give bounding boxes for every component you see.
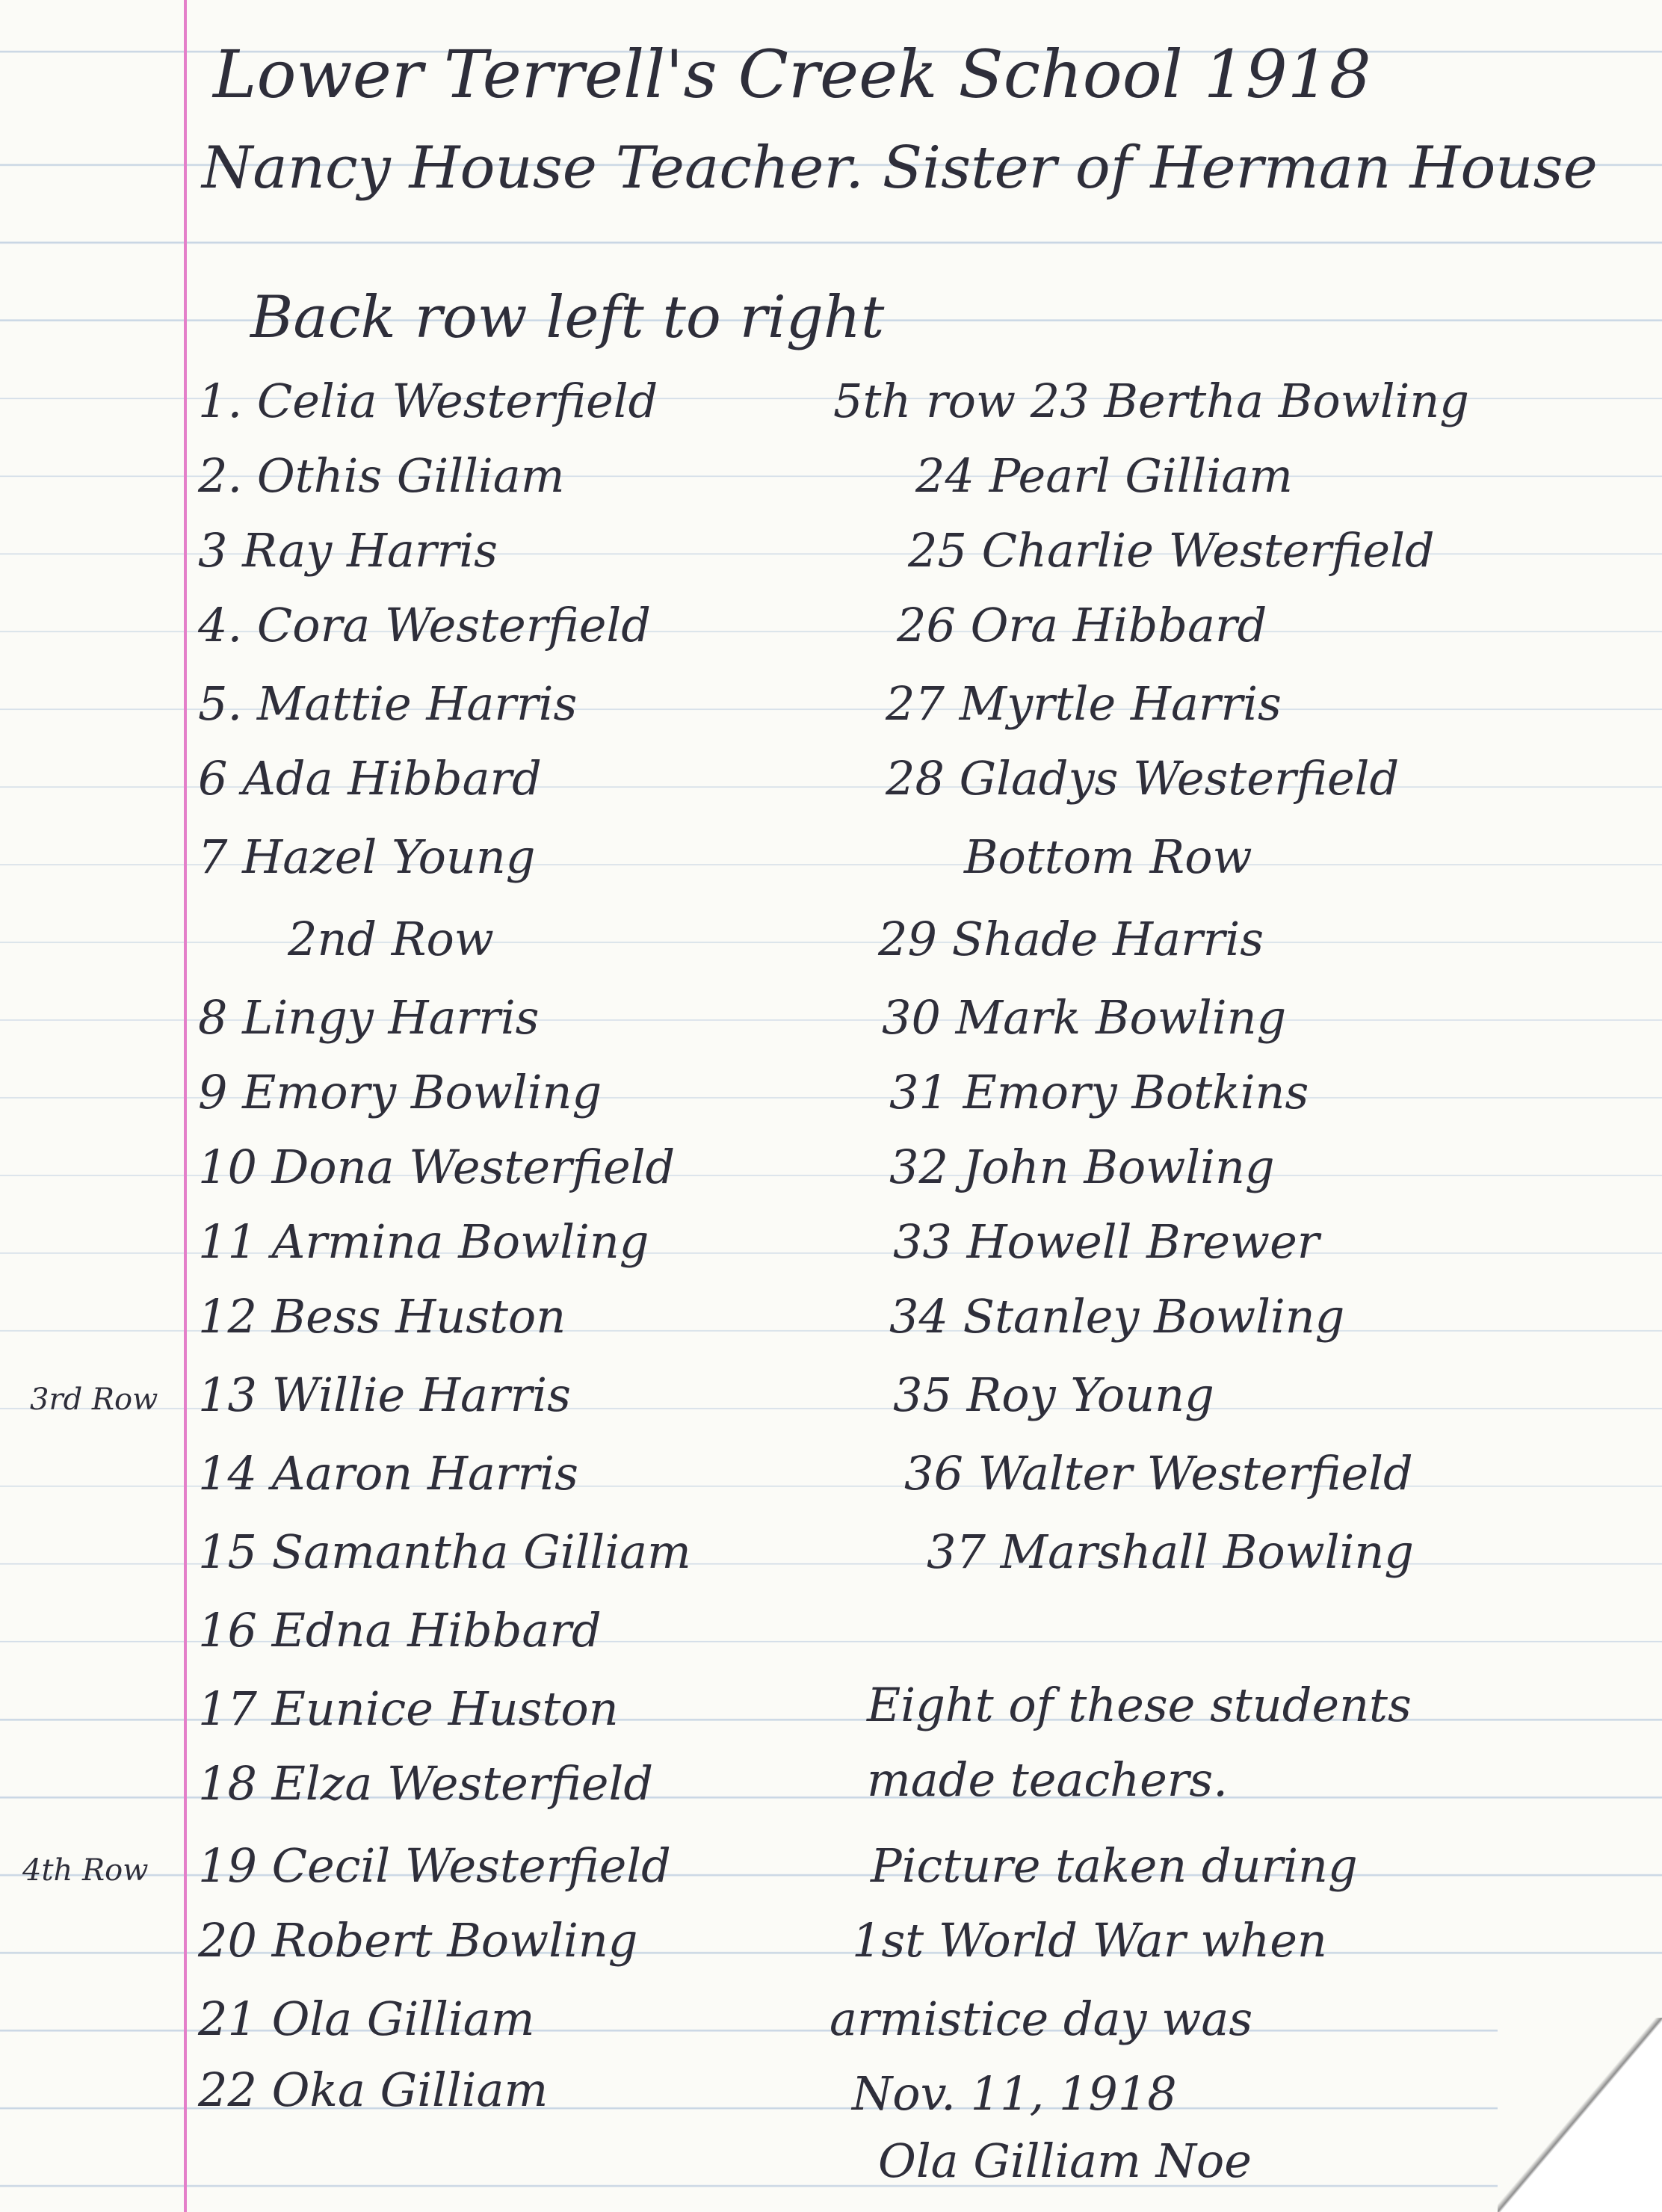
teacher-line: Nancy House Teacher. Sister of Herman House	[202, 135, 1598, 202]
student-entry: 22 Oka Gilliam	[198, 2063, 549, 2117]
student-entry: 19 Cecil Westerfield	[198, 1838, 671, 1893]
student-entry: 2. Othis Gilliam	[198, 448, 565, 503]
student-entry: 26 Ora Hibbard	[897, 598, 1267, 652]
back-row-heading: Back row left to right	[250, 284, 885, 351]
note-line: Nov. 11, 1918	[852, 2066, 1177, 2121]
student-entry: 9 Emory Bowling	[198, 1065, 602, 1119]
note-line: armistice day was	[830, 1992, 1253, 2046]
student-entry: 33 Howell Brewer	[893, 1214, 1320, 1269]
student-entry: 10 Dona Westerfield	[198, 1140, 676, 1194]
note-line: Picture taken during	[871, 1838, 1358, 1893]
student-entry: 24 Pearl Gilliam	[915, 448, 1293, 503]
student-entry: 37 Marshall Bowling	[927, 1524, 1414, 1579]
student-entry: 34 Stanley Bowling	[889, 1289, 1345, 1344]
student-entry: 31 Emory Botkins	[889, 1065, 1309, 1119]
student-entry: 25 Charlie Westerfield	[908, 523, 1435, 578]
note-line: 1st World War when	[852, 1913, 1327, 1968]
student-entry: 6 Ada Hibbard	[198, 751, 542, 806]
note-line: made teachers.	[867, 1752, 1228, 1807]
student-entry: 8 Lingy Harris	[198, 990, 540, 1045]
folded-corner	[1498, 2018, 1662, 2212]
student-entry: 7 Hazel Young	[198, 830, 536, 884]
student-entry: 15 Samantha Gilliam	[198, 1524, 691, 1579]
student-entry: 16 Edna Hibbard	[198, 1603, 602, 1658]
student-entry: 21 Ola Gilliam	[198, 1992, 535, 2046]
student-entry: 5. Mattie Harris	[198, 676, 578, 731]
student-entry: 36 Walter Westerfield	[904, 1446, 1413, 1501]
student-entry: 3 Ray Harris	[198, 523, 498, 578]
student-entry: 5th row 23 Bertha Bowling	[833, 374, 1469, 428]
student-entry: 18 Elza Westerfield	[198, 1756, 654, 1811]
note-line: Eight of these students	[867, 1678, 1412, 1732]
student-entry: 11 Armina Bowling	[198, 1214, 649, 1269]
student-entry: 32 John Bowling	[889, 1140, 1275, 1194]
row-heading: Bottom Row	[964, 830, 1252, 884]
margin-note: 4th Row	[22, 1853, 149, 1888]
margin-line	[184, 0, 187, 2212]
student-entry: 27 Myrtle Harris	[886, 676, 1282, 731]
student-entry: 13 Willie Harris	[198, 1368, 571, 1422]
student-entry: 1. Celia Westerfield	[198, 374, 658, 428]
student-entry: 35 Roy Young	[893, 1368, 1214, 1422]
student-entry: 12 Bess Huston	[198, 1289, 566, 1344]
student-entry: 28 Gladys Westerfield	[886, 751, 1400, 806]
student-entry: 30 Mark Bowling	[882, 990, 1287, 1045]
student-entry: 29 Shade Harris	[878, 912, 1264, 966]
student-entry: 20 Robert Bowling	[198, 1913, 638, 1968]
student-entry: 17 Eunice Huston	[198, 1681, 619, 1736]
signature: Ola Gilliam Noe	[878, 2134, 1252, 2188]
title-line: Lower Terrell's Creek School 1918	[213, 36, 1371, 113]
student-entry: 4. Cora Westerfield	[198, 598, 651, 652]
margin-note: 3rd Row	[30, 1382, 158, 1417]
student-entry: 14 Aaron Harris	[198, 1446, 578, 1501]
row-heading: 2nd Row	[288, 912, 494, 966]
